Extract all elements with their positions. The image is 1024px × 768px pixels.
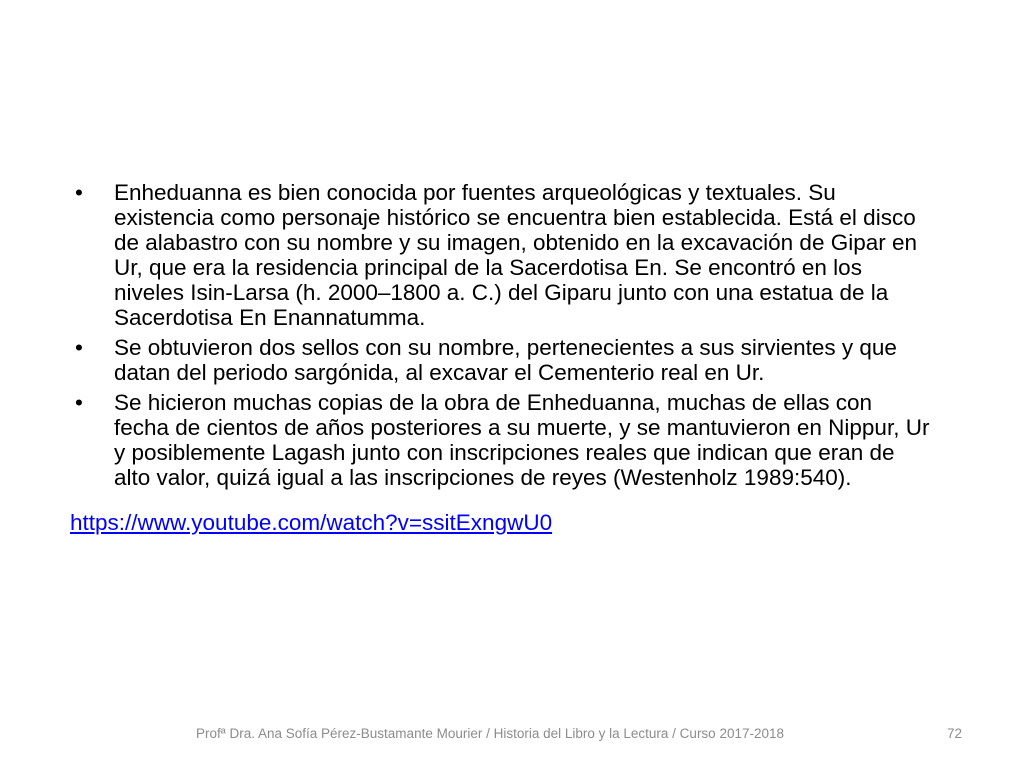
bullet-icon: • xyxy=(75,180,83,205)
page-number: 72 xyxy=(946,726,962,741)
slide-body xyxy=(70,180,930,535)
bullet-item-disco xyxy=(70,180,930,330)
bullet-text: Se obtuvieron dos sellos con su nombre, pertenecientes a sus sirvientes y que datan del periodo sargónida, al excavar el Cementerio real en Ur. xyxy=(114,335,897,385)
bullet-text: Enheduanna es bien conocida por fuentes arqueológicas y textuales. Su existencia como personaje histórico se encuentra bien establecida. Está el disco de alabastro con su nombre y su imagen, obtenido en la excavación de Gipar en Ur, que era la residencia principal de la Sacerdotisa En. Se encontró en los niveles Isin-Larsa (h. 2000–1800 a. C.) del Giparu junto con una estatua de la Sacerdotisa En Enannatumma. xyxy=(114,180,918,330)
bullet-icon: • xyxy=(75,390,83,415)
bullet-text: Se hicieron muchas copias de la obra de Enheduanna, muchas de ellas con fecha de cientos de años posteriores a su muerte, y se mantuvieron en Nippur, Ur y posiblemente Lagash junto con inscripciones reales que indican que eran de alto valor, quizá igual a las inscripciones de reyes (Westenholz 1989:540). xyxy=(114,390,930,490)
bullet-icon: • xyxy=(75,335,83,360)
bullet-list xyxy=(70,180,930,490)
bullet-item-sellos xyxy=(70,335,930,385)
youtube-link[interactable]: https://www.youtube.com/watch?v=ssitExngwU0 xyxy=(70,510,553,535)
link-paragraph xyxy=(70,510,930,535)
bullet-item-copias xyxy=(70,390,930,490)
slide-footer: Profª Dra. Ana Sofía Pérez-Bustamante Mourier / Historia del Libro y la Lectura / Curso 2017-2018 xyxy=(195,726,785,741)
